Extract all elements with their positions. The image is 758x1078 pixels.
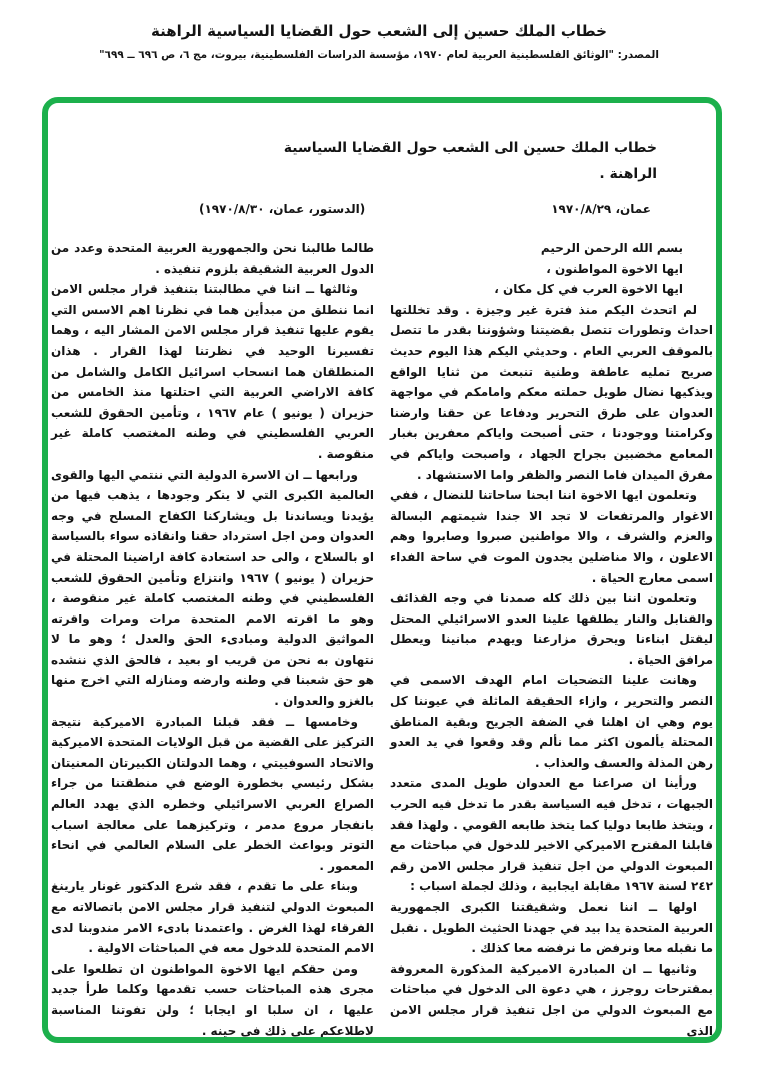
paragraph: وثالثها ــ اننا في مطالبتنا بتنفيذ قرار مجلس الامن انما ننطلق من مبدأين هما في نظرنا اهم الاسس التي يقوم عليها تنفيذ قرار مجلس الامن المشار اليه ، وهما تفسيرنا الوحيد في نظرتنا لهذا القرار . هذان المنطلقان هما انسحاب اسرائيل الكامل والشامل من كافة الاراضي العربية التي احتلتها منذ الخامس من حزيران ( يونيو ) عام ١٩٦٧ ، وتأمين الحقوق للشعب العربي الفلسطيني في وطنه المغتصب كاملة غير منقوصة .	[51, 282, 374, 461]
paragraph: اولها ــ اننا نعمل وشقيقتنا الكبرى الجمهورية العربية المتحدة يدا بيد في جهدنا الحثيث الطويل . نقبل ما نقبله معا ونرفض ما نرفضه معا كذلك .	[390, 900, 713, 956]
paragraph: وتعلمون اننا بين ذلك كله صمدنا في وجه القذائف والقنابل والنار يطلقها علينا العدو الاسرائيلي المحتل ليقتل ابناءنا ويحرق مزارعنا ويهدم مبانينا ويعطل مرافق الحياة .	[390, 591, 713, 667]
paragraph: وهانت علينا التضحيات امام الهدف الاسمى في النصر والتحرير ، وازاء الحقيقة الماثلة في عيوننا كل يوم وهي ان اهلنا في الضفة الجريح وبقية المناطق المحتلة يألمون اكثر مما نألم وقد وقعوا في يد العدو رهن المذلة والعسف والعذاب .	[390, 673, 713, 770]
column-left	[51, 238, 374, 1041]
document-title	[51, 135, 657, 187]
paragraph: ورأينا ان صراعنا مع العدوان طويل المدى متعدد الجبهات ، تدخل فيه السياسة بقدر ما تدخل فيه الحرب ، ويتخذ طابعا دوليا كما يتخذ طابعه القومي . ولهذا فقد قابلنا المقترح الاميركي الاخير للدخول في مباحثات مع المبعوث الدولي من اجل تنفيذ قرار مجلس الامن رقم ٢٤٢ لسنة ١٩٦٧ مقابلة ايجابية ، وذلك لجملة اسباب :	[390, 776, 713, 894]
column-right	[390, 238, 713, 1041]
paragraph: وخامسها ــ فقد قبلنا المبادرة الاميركية نتيجة التركيز على القضية من قبل الولايات المتحدة الاميركية والاتحاد السوفييتي ، وهما الدولتان الكبيرتان المعنيتان بشكل رئيسي بخطورة الوضع في منطقتنا من جراء الصراع العربي الاسرائيلي وخطره الذي يهدد العالم بانفجار مروع مدمر ، وتركيزهما على معالجة اسباب التوتر وبواعث الخطر على السلام العالمي في انحاء المعمور .	[51, 714, 374, 873]
paragraph: ايها الاخوة العرب في كل مكان ،	[494, 282, 683, 297]
dateline-newspaper-ref: (الدستور، عمان، ٣٠‏/‏٨‏/‏١٩٧٠)	[199, 202, 366, 216]
paragraph: وتعلمون ايها الاخوة اننا ابحنا ساحاتنا للنضال ، ففي الاغوار والمرتفعات لا تجد الا جندا شيمتهم البسالة والعزم والشرف ، والا مواطنين صبروا وصابروا وهم الاعلون ، والا مناضلين يجدون الموت في ساحة الفداء اسمى معارج الحياة .	[390, 488, 713, 585]
paragraph: وبناء على ما تقدم ، فقد شرع الدكتور غونار يارينغ المبعوث الدولي لتنفيذ قرار مجلس الامن باتصالاته مع الفرقاء لهذا الغرض . واعتمدنا بادىء الامر مندوبنا لدى الامم المتحدة للدخول معه في المباحثات الاولية .	[51, 879, 374, 956]
dateline-place-date: عمان، ٢٩‏/‏٨‏/‏١٩٧٠	[551, 202, 651, 216]
source-line: المصدر: "الوثائق الفلسطينية العربية لعام ١٩٧٠، مؤسسة الدراسات الفلسطينية، بيروت، مج ٦، ص ٦٩٦ ــ ٦٩٩"	[99, 49, 659, 61]
text-columns	[51, 238, 713, 1041]
paragraph: ورابعها ــ ان الاسرة الدولية التي ننتمي اليها والقوى العالمية الكبرى التي لا ينكر وجودها ، يذهب فيها من يؤيدنا ويساندنا بل ويشاركنا الكفاح المسلح في وجه العدوان ومن اجل استرداد حقنا وانقاذه سواء بالسياسة او بالسلاح ، والى حد استعادة كافة اراضينا المحتلة في حزيران ( يونيو ) ١٩٦٧ وانتزاع وتأمين الحقوق للشعب الفلسطيني في وطنه المغتصب كاملة غير منقوصة ، وهو ما اقرته الامم المتحدة مرات ومرات واقرته المواثيق الدولية ومبادىء الحق والعدل ؛ وهو ما لا نتهاون به نحن من قريب او بعيد ، فالحق الذي ننشده هو حق شعبنا في وطنه وارضه ومنازله التي اخرج منها بالغزو والعدوان .	[51, 467, 374, 709]
paragraph-basmala: بسم الله الرحمن الرحيم	[540, 241, 683, 255]
paragraph: ومن حقكم ايها الاخوة المواطنون ان تطلعوا على مجرى هذه المباحثات حسب تقدمها وكلما طرأ جديد عليها ، ان سلبا او ايجابا ؛ ولن تفوتنا المناسبة لاطلاعكم على ذلك في حينه .	[51, 961, 374, 1038]
paragraph: وثانيها ــ ان المبادرة الاميركية المذكورة المعروفة بمقترحات روجرز ، هي دعوة الى الدخول في مباحثات مع المبعوث الدولي من اجل تنفيذ قرار مجلس الامن الذي	[390, 961, 713, 1038]
page-header	[0, 0, 758, 61]
paragraph: لم اتحدث اليكم منذ فترة غير وجيزة . وقد تخللتها احداث وتطورات تتصل بقضيتنا وشؤوننا بقدر ما تتصل بالموقف العربي العام . وحديثي اليكم هذا اليوم حديث صريح تمليه عاطفة وطنية تنبعث من ثنايا الواقع ويذكيها نضال طويل حملته معكم وامامكم في مواجهة العدوان على طرق التحرير ودفاعا عن حقنا وارضنا وكرامتنا ووجودنا ، حتى أصبحت واياكم معفرين بغبار المعامع مخضبين بجراح الجهاد ، واصبحت واياكم في مفرق الميدان فاما النصر والظفر واما الاستشهاد .	[390, 302, 713, 482]
paragraph-continuation: طالما طالبنا نحن والجمهورية العربية المتحدة وعدد من الدول العربية الشقيقة بلزوم تنفيذه .	[51, 241, 374, 276]
dateline	[51, 202, 713, 216]
document-title-line2: الراهنة .	[599, 166, 657, 182]
document-title-line1: خطاب الملك حسين الى الشعب حول القضايا السياسية	[283, 140, 657, 156]
paragraph: ايها الاخوة المواطنون ،	[546, 261, 683, 276]
page-title: خطاب الملك حسين إلى الشعب حول القضايا السياسية الراهنة	[151, 22, 607, 40]
document-frame	[42, 97, 722, 1043]
